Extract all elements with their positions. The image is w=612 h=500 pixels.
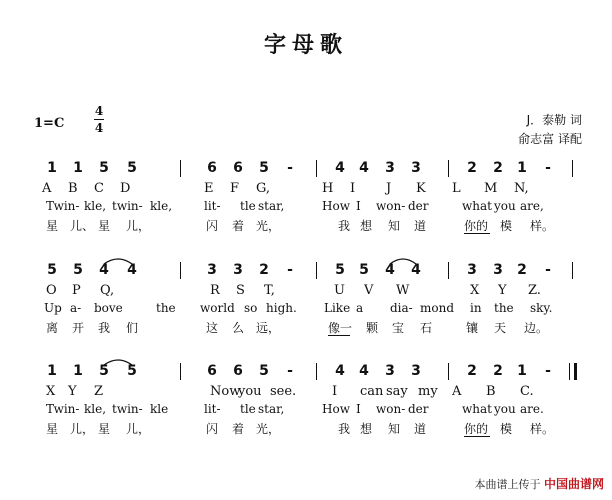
lyric-chinese: 镶 (466, 321, 479, 335)
note: 5 (259, 363, 269, 379)
lyric-letter: see. (270, 384, 297, 399)
lyric-chinese: 知 (388, 422, 401, 436)
meter-top: 4 (94, 104, 104, 118)
lyric-chinese: 们 (126, 321, 139, 335)
lyric-english: world (200, 301, 235, 315)
note: 4 (359, 363, 369, 379)
lyric-english: kle (150, 402, 169, 416)
note: 4 (359, 160, 369, 176)
lyric-letter: T, (264, 283, 275, 298)
note: 1 (47, 363, 57, 379)
lyric-english: kle, (150, 199, 173, 213)
note: 6 (207, 363, 217, 379)
lyric-letter: N, (514, 181, 529, 196)
lyric-chinese: 星 (46, 219, 59, 233)
lyric-english: tle (240, 199, 256, 213)
song-title: 字母歌 (263, 33, 348, 58)
lyricist-credit: J．泰勒 词 (526, 113, 582, 127)
lyric-english: are. (520, 402, 544, 416)
lyric-english: bove (94, 301, 123, 315)
slur (388, 256, 418, 266)
lyric-english: what (462, 402, 492, 416)
lyric-chinese: 边。 (524, 321, 549, 335)
note-dash: - (287, 160, 293, 176)
note: 6 (233, 160, 243, 176)
lyric-letter: C (94, 181, 104, 196)
lyric-letter: E (204, 181, 214, 196)
barline (448, 363, 449, 380)
time-signature (92, 103, 106, 136)
lyric-letter: G, (256, 181, 271, 196)
lyric-chinese: 星 (98, 422, 111, 436)
note: 3 (493, 262, 503, 278)
lyric-chinese: 光， (256, 422, 281, 436)
note: 2 (493, 160, 503, 176)
note: 1 (517, 363, 527, 379)
lyric-chinese: 光， (256, 219, 281, 233)
lyric-english: I (356, 199, 361, 213)
lyric-english: the (156, 301, 176, 315)
lyric-chinese: 我 (338, 219, 351, 233)
note: 5 (127, 160, 137, 176)
lyric-chinese: 远， (256, 321, 281, 335)
lyric-chinese: 闪 (206, 219, 219, 233)
lyric-english: sky. (530, 301, 553, 315)
lyric-chinese: 像一 (328, 321, 353, 335)
lyric-chinese: 这 (206, 321, 219, 335)
lyric-letter: W (396, 283, 410, 298)
barline (180, 262, 181, 279)
lyric-chinese: 模 (500, 219, 513, 233)
barline (572, 160, 573, 177)
slur (102, 357, 134, 367)
lyric-chinese: 儿， (70, 422, 95, 436)
note-dash: - (545, 160, 551, 176)
lyric-letter: L (452, 181, 461, 196)
lyric-chinese: 儿、 (70, 219, 95, 233)
lyric-english: How (322, 199, 350, 213)
note: 6 (207, 160, 217, 176)
lyric-underline (464, 233, 490, 234)
lyric-chinese: 星 (98, 219, 111, 233)
lyric-chinese: 离 (46, 321, 59, 335)
lyric-chinese: 知 (388, 219, 401, 233)
key-signature: 1=C (34, 116, 65, 131)
lyric-letter: V (364, 283, 374, 298)
note: 5 (73, 262, 83, 278)
note: 4 (335, 363, 345, 379)
barline (180, 363, 181, 380)
note: 2 (467, 363, 477, 379)
lyric-chinese: 你的 (464, 422, 489, 436)
lyric-english: lit- (204, 402, 221, 416)
lyric-english: kle, (84, 402, 107, 416)
note: 5 (99, 160, 109, 176)
lyric-english: kle, (84, 199, 107, 213)
lyric-english: the (494, 301, 514, 315)
lyric-english: How (322, 402, 350, 416)
lyric-letter: U (334, 283, 345, 298)
lyric-english: are, (520, 199, 544, 213)
lyric-chinese: 你的 (464, 219, 489, 233)
lyric-letter: P (72, 283, 81, 298)
lyric-chinese: 着 (232, 219, 245, 233)
lyric-english: a (356, 301, 364, 315)
lyric-letter: A (452, 384, 462, 399)
lyric-english: mond (420, 301, 455, 315)
lyric-letter: O (46, 283, 57, 298)
lyric-letter: X (46, 384, 56, 399)
lyric-chinese: 儿， (126, 219, 151, 233)
lyric-underline (328, 335, 350, 336)
note: 4 (411, 262, 421, 278)
lyric-letter: B (68, 181, 78, 196)
lyric-letter: D (120, 181, 131, 196)
lyric-letter: F (230, 181, 240, 196)
lyric-chinese: 闪 (206, 422, 219, 436)
note: 3 (385, 160, 395, 176)
final-barline (574, 363, 577, 380)
barline (316, 363, 317, 380)
note: 2 (493, 363, 503, 379)
note: 4 (335, 160, 345, 176)
lyric-letter: you (238, 384, 262, 399)
barline (448, 160, 449, 177)
lyric-english: high. (266, 301, 297, 315)
arranger-credit: 俞志富 译配 (518, 132, 582, 146)
footer-prefix: 本曲谱上传于 (474, 478, 541, 491)
lyric-letter: I (332, 384, 338, 399)
note: 2 (259, 262, 269, 278)
lyric-chinese: 宝 (392, 321, 405, 335)
lyric-letter: Y (68, 384, 77, 399)
footer (474, 475, 604, 492)
note: 2 (517, 262, 527, 278)
lyric-english: Like (324, 301, 351, 315)
meter-bottom: 4 (94, 121, 104, 135)
note: 4 (99, 262, 109, 278)
lyric-english: won- (376, 402, 406, 416)
barline (572, 262, 573, 279)
lyric-english: Up (44, 301, 62, 315)
lyric-english: der (408, 199, 429, 213)
lyric-english: you (494, 199, 516, 213)
lyric-chinese: 颗 (366, 321, 379, 335)
note: 1 (517, 160, 527, 176)
note-dash: - (287, 363, 293, 379)
lyric-letter: Z. (528, 283, 541, 298)
note: 1 (73, 363, 83, 379)
lyric-chinese: 样。 (530, 422, 555, 436)
lyric-chinese: 石 (420, 321, 433, 335)
lyric-english: won- (376, 199, 406, 213)
lyric-chinese: 么 (232, 321, 245, 335)
slur (102, 256, 134, 266)
lyric-english: dia- (390, 301, 413, 315)
lyric-chinese: 星 (46, 422, 59, 436)
lyric-letter: A (42, 181, 52, 196)
lyric-english: a- (70, 301, 82, 315)
lyric-letter: X (470, 283, 480, 298)
lyric-english: Twin- (46, 402, 80, 416)
barline (180, 160, 181, 177)
note: 5 (259, 160, 269, 176)
lyric-letter: C. (520, 384, 534, 399)
lyric-chinese: 模 (500, 422, 513, 436)
lyric-chinese: 天 (494, 321, 507, 335)
note: 6 (233, 363, 243, 379)
lyric-english: you (494, 402, 516, 416)
lyric-letter: can (360, 384, 384, 399)
lyric-english: tle (240, 402, 256, 416)
note: 5 (359, 262, 369, 278)
lyric-english: twin- (112, 199, 143, 213)
lyric-letter: S (236, 283, 245, 298)
lyric-letter: R (210, 283, 220, 298)
lyric-letter: H (322, 181, 334, 196)
lyric-letter: Q, (100, 283, 115, 298)
lyric-chinese: 开 (72, 321, 85, 335)
lyric-letter: M (484, 181, 498, 196)
lyric-chinese: 想 (360, 219, 373, 233)
note: 3 (385, 363, 395, 379)
barline (448, 262, 449, 279)
note: 5 (127, 363, 137, 379)
lyric-chinese: 想 (360, 422, 373, 436)
lyric-chinese: 儿， (126, 422, 151, 436)
lyric-english: lit- (204, 199, 221, 213)
lyric-underline (464, 436, 490, 437)
lyric-letter: K (416, 181, 426, 196)
note: 2 (467, 160, 477, 176)
lyric-english: der (408, 402, 429, 416)
note-dash: - (287, 262, 293, 278)
note: 3 (233, 262, 243, 278)
note: 1 (73, 160, 83, 176)
lyric-english: in (470, 301, 482, 315)
lyric-letter: Now (210, 384, 241, 399)
note: 5 (335, 262, 345, 278)
note: 3 (207, 262, 217, 278)
lyric-letter: Z (94, 384, 104, 399)
lyric-letter: my (418, 384, 438, 399)
note-dash: - (545, 262, 551, 278)
lyric-letter: say (386, 384, 408, 399)
note: 3 (467, 262, 477, 278)
note: 3 (411, 160, 421, 176)
lyric-english: what (462, 199, 492, 213)
note: 1 (47, 160, 57, 176)
site-brand: 中国曲谱网 (543, 477, 604, 491)
lyric-english: star, (258, 402, 285, 416)
lyric-letter: B (486, 384, 496, 399)
lyric-chinese: 着 (232, 422, 245, 436)
note: 3 (411, 363, 421, 379)
lyric-letter: J (386, 181, 392, 196)
lyric-english: Twin- (46, 199, 80, 213)
note-dash: - (545, 363, 551, 379)
lyric-english: star, (258, 199, 285, 213)
lyric-chinese: 样。 (530, 219, 555, 233)
lyric-english: I (356, 402, 361, 416)
lyric-chinese: 道 (414, 422, 427, 436)
note: 4 (127, 262, 137, 278)
barline (569, 363, 570, 380)
lyric-chinese: 道 (414, 219, 427, 233)
barline (316, 262, 317, 279)
lyric-english: twin- (112, 402, 143, 416)
lyric-chinese: 我 (98, 321, 111, 335)
barline (316, 160, 317, 177)
lyric-english: so (244, 301, 258, 315)
note: 4 (385, 262, 395, 278)
note: 5 (47, 262, 57, 278)
lyric-chinese: 我 (338, 422, 351, 436)
lyric-letter: I (350, 181, 356, 196)
lyric-letter: Y (498, 283, 507, 298)
note: 5 (99, 363, 109, 379)
